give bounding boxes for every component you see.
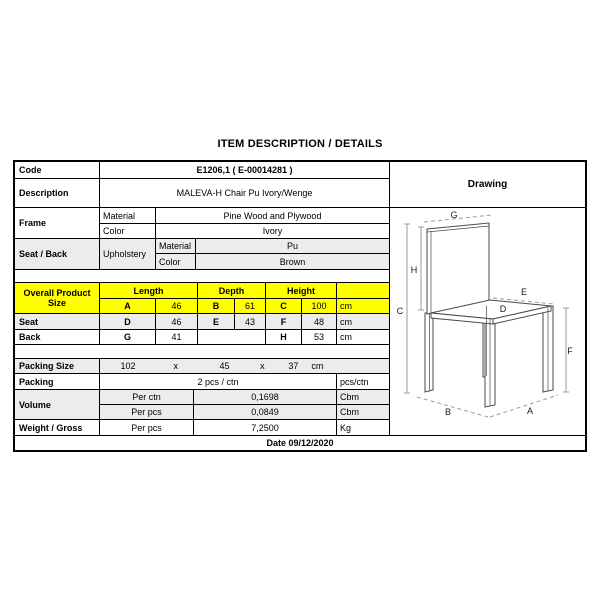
packing-unit: pcs/ctn — [337, 374, 390, 390]
seat-key-d: D — [100, 314, 156, 330]
weight-label: Weight / Gross — [15, 420, 100, 436]
back-unit: cm — [337, 330, 390, 345]
size-col-unit-empty — [337, 283, 390, 299]
weight-unit: Kg — [337, 420, 390, 436]
seat-key-f: F — [266, 314, 302, 330]
chair-left-leg — [425, 312, 433, 392]
seat-unit: cm — [337, 314, 390, 330]
frame-color-label: Color — [100, 224, 156, 239]
volume-per-pcs-unit: Cbm — [337, 405, 390, 420]
packing-size-part: 45 — [219, 361, 230, 371]
dim-label-h: H — [410, 264, 418, 275]
dim-label-g: G — [450, 209, 458, 220]
packing-size-part: 102 — [120, 361, 136, 371]
chair-drawing — [390, 208, 585, 436]
dim-label-a: A — [526, 405, 534, 416]
spacer-row — [15, 345, 390, 359]
seat-back-label: Seat / Back — [15, 239, 100, 270]
back-key-g: G — [100, 330, 156, 345]
back-depth-empty — [198, 330, 266, 345]
weight-value: 7,2500 — [194, 420, 337, 436]
volume-label: Volume — [15, 390, 100, 420]
overall-val-b: 61 — [235, 299, 266, 314]
size-col-length: Length — [100, 283, 198, 299]
drawing-header: Drawing — [390, 162, 585, 208]
page-title: ITEM DESCRIPTION / DETAILS — [217, 138, 383, 150]
packing-label: Packing — [15, 374, 100, 390]
size-label: Overall Product Size — [15, 283, 100, 314]
date-row: Date 09/12/2020 — [15, 436, 585, 450]
frame-label: Frame — [15, 208, 100, 239]
drawing-area — [390, 208, 585, 436]
dim-line-g — [424, 215, 492, 222]
overall-key-b: B — [198, 299, 235, 314]
spec-table — [13, 160, 587, 452]
chair-backrest — [427, 223, 489, 314]
seat-val-e: 43 — [235, 314, 266, 330]
packing-size-value — [100, 359, 390, 374]
frame-material-value: Pine Wood and Plywood — [156, 208, 390, 224]
sb-material-label: Material — [156, 239, 196, 254]
description-label: Description — [15, 179, 100, 208]
size-col-depth: Depth — [198, 283, 266, 299]
dim-label-e: E — [520, 286, 528, 297]
frame-material-label: Material — [100, 208, 156, 224]
volume-per-ctn-label: Per ctn — [100, 390, 194, 405]
volume-per-ctn-unit: Cbm — [337, 390, 390, 405]
upholstery-label: Upholstery — [100, 239, 156, 270]
dim-line-a — [490, 395, 558, 417]
dim-label-d: D — [499, 303, 507, 314]
code-label: Code — [15, 162, 100, 179]
overall-key-c: C — [266, 299, 302, 314]
dim-label-c: C — [396, 305, 404, 316]
dim-label-f: F — [567, 345, 573, 356]
dim-line-b — [417, 397, 488, 417]
overall-val-a: 46 — [156, 299, 198, 314]
volume-per-pcs-label: Per pcs — [100, 405, 194, 420]
back-key-h: H — [266, 330, 302, 345]
packing-size-sep: x — [260, 361, 265, 371]
back-val-h: 53 — [302, 330, 337, 345]
overall-key-a: A — [100, 299, 156, 314]
seat-row-label: Seat — [15, 314, 100, 330]
weight-per-label: Per pcs — [100, 420, 194, 436]
packing-value: 2 pcs / ctn — [100, 374, 337, 390]
overall-unit: cm — [337, 299, 390, 314]
back-val-g: 41 — [156, 330, 198, 345]
code-value: E1206,1 ( E-00014281 ) — [100, 162, 390, 179]
sb-material-value: Pu — [196, 239, 390, 254]
packing-size-sep: x — [173, 361, 178, 371]
back-row-label: Back — [15, 330, 100, 345]
volume-per-pcs-value: 0,0849 — [194, 405, 337, 420]
volume-per-ctn-value: 0,1698 — [194, 390, 337, 405]
dim-label-b: B — [444, 406, 452, 417]
packing-size-part: 37 — [288, 361, 299, 371]
overall-val-c: 100 — [302, 299, 337, 314]
seat-val-f: 48 — [302, 314, 337, 330]
sb-color-value: Brown — [196, 254, 390, 270]
frame-color-value: Ivory — [156, 224, 390, 239]
seat-key-e: E — [198, 314, 235, 330]
packing-size-unit: cm — [311, 361, 324, 371]
size-col-height: Height — [266, 283, 337, 299]
spacer-row — [15, 270, 390, 283]
description-value: MALEVA-H Chair Pu Ivory/Wenge — [100, 179, 390, 208]
packing-size-label: Packing Size — [15, 359, 100, 374]
sb-color-label: Color — [156, 254, 196, 270]
seat-val-d: 46 — [156, 314, 198, 330]
